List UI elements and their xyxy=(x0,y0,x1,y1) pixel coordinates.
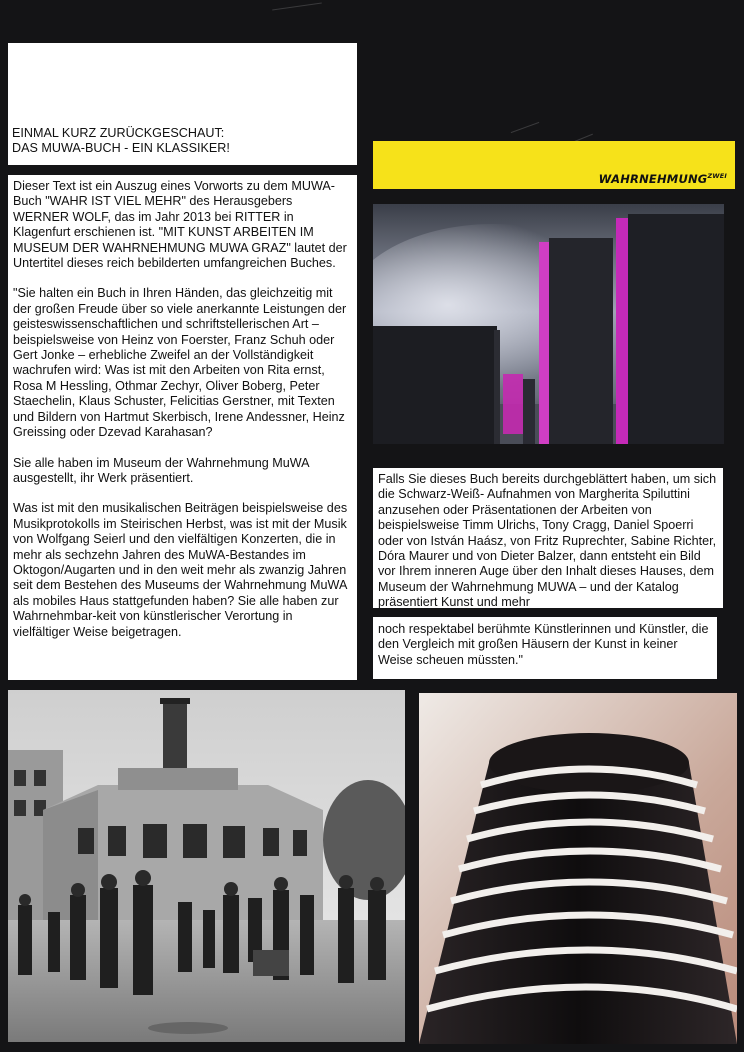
striped-tower-illustration xyxy=(419,693,737,1044)
quote-paragraph-1: "Sie halten ein Buch in Ihren Händen, das gleichzeitig mit der großen Freude über so viele anerkannte Leistungen der geisteswissenschaftlichen und schriftstellerischen Art – beispielsweise von Heinz von Foerster, Franz Schuh oder Gert Jonke – erhebliche Zweifel an der Vollständigkeit wachrufen wird: Was ist mit den Arbeiten von Rita ernst, Rosa M Hessling, Othmar Zechyr, Oliver Boberg, Peter Staechelin, Klaus Schuster, Felicitias Gerstner, mit Texten und Bildern von Hartmut Skerbisch, Irene Andessner, Heinz Greissing oder Dzevad Karahasan? xyxy=(13,286,347,440)
main-text xyxy=(13,179,351,640)
heading-line-2: DAS MUWA-BUCH - EIN KLASSIKER! xyxy=(12,141,230,156)
heading-clipping xyxy=(8,43,357,165)
quote-paragraph-3: Was ist mit den musikalischen Beiträgen beispielsweise des Musikprotokolls im Steirischen Herbst, was ist mit der Musik von Wolfgang Seierl und den vielfältigen Konzerten, die in mehr als sechzehn Jahren des MuWA-Bestandes im Oktogon/Augarten und in den weit mehr als zwanzig Jahren seit dem Bestehen des Museums der Wahrnehmung MuWA als mobiles Haus stattgefunden haben? Sie alle haben zur Wahrnehmbar-keit von künstlerischer Verortung in vielfältiger Weise beigetragen. xyxy=(13,501,348,639)
main-text-clipping xyxy=(8,175,357,680)
page-heading xyxy=(12,126,351,157)
background-scratch xyxy=(511,122,540,133)
right-text-paragraph-2: noch respektabel berühmte Künstlerinnen und Künstler, die den Vergleich mit großen Häusern der Kunst in keiner Weise scheuen müssten." xyxy=(378,622,709,667)
striped-tower-photo xyxy=(419,693,737,1044)
sculpture-photo xyxy=(373,204,724,444)
magazine-title-superscript: ZWEI xyxy=(707,172,727,181)
right-text-paragraph-1: Falls Sie dieses Buch bereits durchgeblättert haben, um sich die Schwarz-Weiß- Aufnahmen von Margherita Spiluttini anzusehen oder Präsentationen der Arbeiten von beispielsweise Timm Ulrichs, Tony Cragg, Daniel Spoerri oder von István Haász, von Fritz Ruprechter, Sabine Richter, Dóra Maurer und von Dieter Balzer, dann entsteht ein Bild vor Ihrem inneren Auge über den Inhalt dieses Hauses, dem Museum der Wahrnehmung MUWA – und der Katalog präsentiert Kunst und mehr xyxy=(378,472,717,610)
heading-line-1: EINMAL KURZ ZURÜCKGESCHAUT: xyxy=(12,126,225,140)
quote-paragraph-2: Sie alle haben im Museum der Wahrnehmung MuWA ausgestellt, ihr Werk präsentiert. xyxy=(13,455,309,485)
sculpture-illustration xyxy=(373,204,724,444)
building-crowd-illustration xyxy=(8,690,405,1042)
right-text-clipping-2 xyxy=(373,617,717,679)
right-text-clipping-1 xyxy=(373,468,723,608)
intro-paragraph: Dieser Text ist ein Auszug eines Vorworts zu dem MUWA-Buch "WAHR IST VIEL MEHR" des Herausgebers WERNER WOLF, das im Jahr 2013 bei RITTER in Klagenfurt erschienen ist. "MIT KUNST ARBEITEN IM MUSEUM DER WAHRNEHMUNG MUWA GRAZ" lautet der Untertitel dieses reich bebilderten umfangreichen Buches. xyxy=(13,179,347,271)
magazine-banner xyxy=(373,141,735,189)
octagon-building-photo xyxy=(8,690,405,1042)
background-scratch xyxy=(272,3,322,11)
magazine-title xyxy=(599,172,727,186)
magazine-title-label: WAHRNEHMUNG xyxy=(598,172,708,186)
